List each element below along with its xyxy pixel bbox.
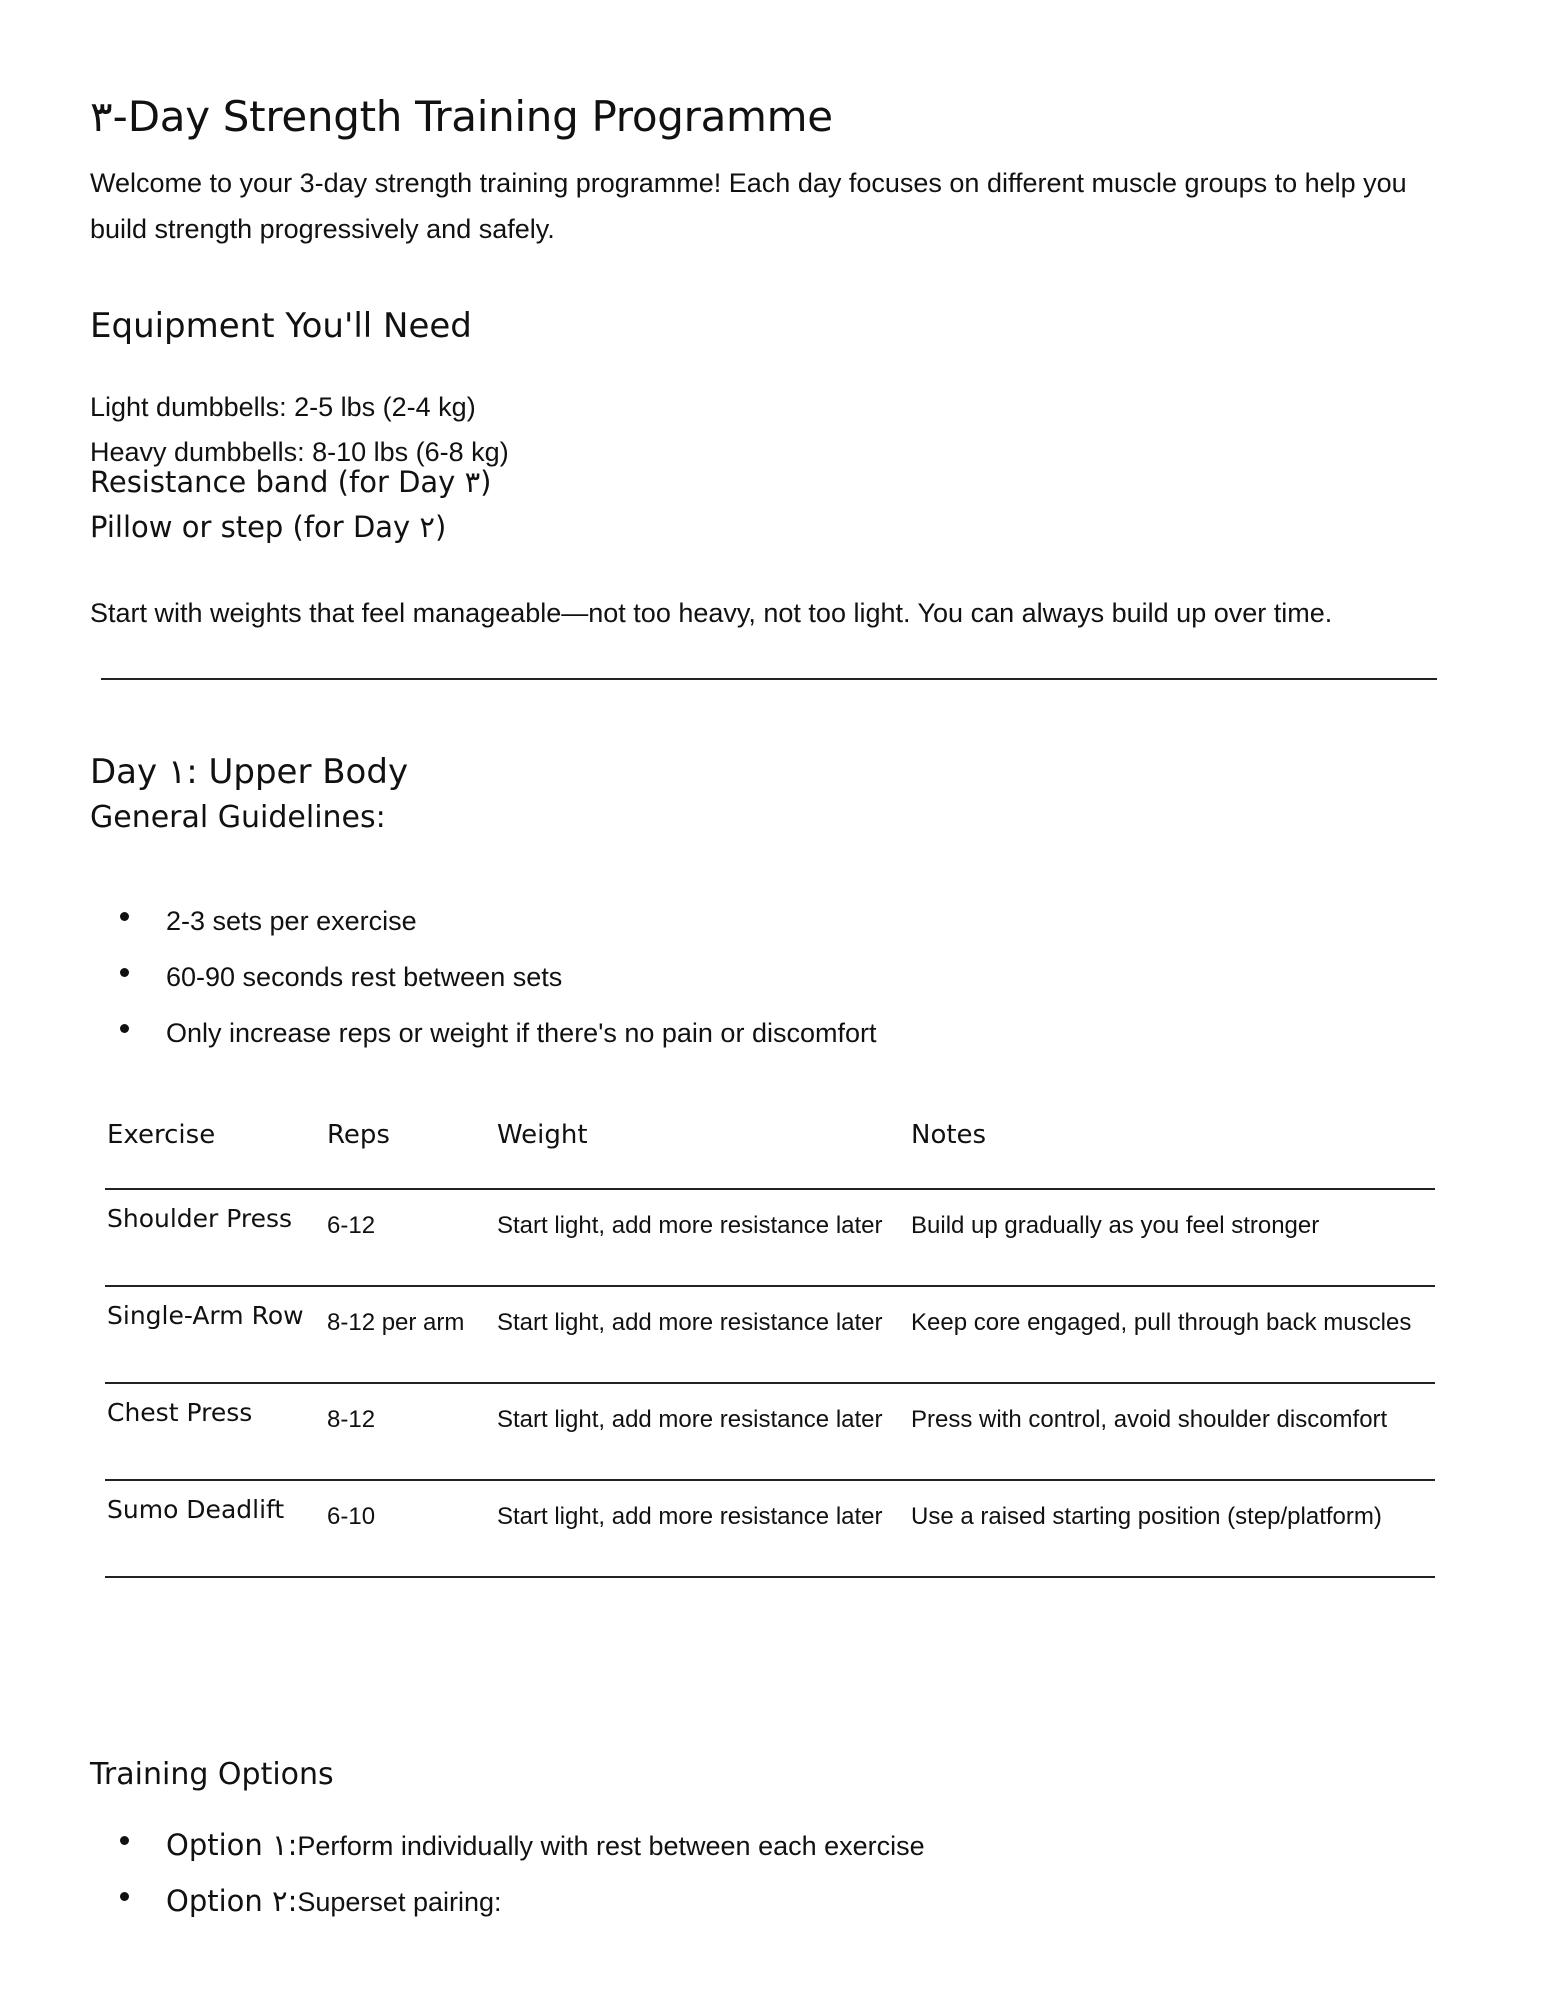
cell-exercise: Single-Arm Row <box>105 1286 325 1383</box>
equipment-item: Resistance band (for Day ٣) <box>90 465 492 499</box>
training-options-heading: Training Options <box>90 1757 334 1792</box>
list-item: 60-90 seconds rest between sets <box>90 954 876 1010</box>
cell-notes: Use a raised starting position (step/platform) <box>909 1480 1435 1577</box>
list-item <box>90 1878 925 1934</box>
cell-exercise: Sumo Deadlift <box>105 1480 325 1577</box>
cell-notes: Build up gradually as you feel stronger <box>909 1189 1435 1286</box>
exercise-table <box>105 1108 1435 1578</box>
guidelines-list <box>90 898 876 1066</box>
option-label: Option ٢: <box>166 1884 298 1918</box>
option-label: Option ١: <box>166 1828 298 1862</box>
equipment-item: Heavy dumbbells: 8-10 lbs (6-8 kg) <box>90 437 509 467</box>
cell-weight: Start light, add more resistance later <box>495 1383 909 1480</box>
bullet-icon <box>120 912 129 921</box>
table-row <box>105 1480 1435 1577</box>
column-header-exercise: Exercise <box>105 1108 325 1189</box>
cell-weight: Start light, add more resistance later <box>495 1286 909 1383</box>
day1-heading: Day ١: Upper Body <box>90 752 409 792</box>
cell-reps: 6-10 <box>325 1480 495 1577</box>
bullet-icon <box>120 968 129 977</box>
equipment-note: Start with weights that feel manageable—not too heavy, not too light. You can always build up over time. <box>90 598 1333 628</box>
guidelines-heading: General Guidelines: <box>90 800 386 835</box>
cell-reps: 8-12 <box>325 1383 495 1480</box>
cell-weight: Start light, add more resistance later <box>495 1189 909 1286</box>
option-text: Superset pairing: <box>297 1887 502 1917</box>
bullet-icon <box>120 1836 129 1845</box>
training-options-list <box>90 1822 925 1934</box>
cell-reps: 6-12 <box>325 1189 495 1286</box>
table-row <box>105 1286 1435 1383</box>
list-item: Only increase reps or weight if there's no pain or discomfort <box>90 1010 876 1066</box>
equipment-item: Light dumbbells: 2-5 lbs (2-4 kg) <box>90 392 476 422</box>
table-header-row <box>105 1108 1435 1189</box>
intro-paragraph: Welcome to your 3-day strength training programme! Each day focuses on different muscle groups to help you build strength progressively and safely. <box>90 168 1407 244</box>
option-text: Perform individually with rest between each exercise <box>297 1831 925 1861</box>
cell-notes: Keep core engaged, pull through back muscles <box>909 1286 1435 1383</box>
column-header-reps: Reps <box>325 1108 495 1189</box>
bullet-icon <box>120 1024 129 1033</box>
equipment-heading: Equipment You'll Need <box>90 306 472 346</box>
cell-weight: Start light, add more resistance later <box>495 1480 909 1577</box>
bullet-icon <box>120 1892 129 1901</box>
equipment-item: Pillow or step (for Day ٢) <box>90 510 447 544</box>
column-header-weight: Weight <box>495 1108 909 1189</box>
cell-exercise: Chest Press <box>105 1383 325 1480</box>
table-row <box>105 1189 1435 1286</box>
cell-notes: Press with control, avoid shoulder discomfort <box>909 1383 1435 1480</box>
table-row <box>105 1383 1435 1480</box>
cell-exercise: Shoulder Press <box>105 1189 325 1286</box>
page-title: ٣-Day Strength Training Programme <box>90 92 833 141</box>
list-item: 2-3 sets per exercise <box>90 898 876 954</box>
list-item <box>90 1822 925 1878</box>
cell-reps: 8-12 per arm <box>325 1286 495 1383</box>
column-header-notes: Notes <box>909 1108 1435 1189</box>
section-divider <box>101 678 1437 680</box>
